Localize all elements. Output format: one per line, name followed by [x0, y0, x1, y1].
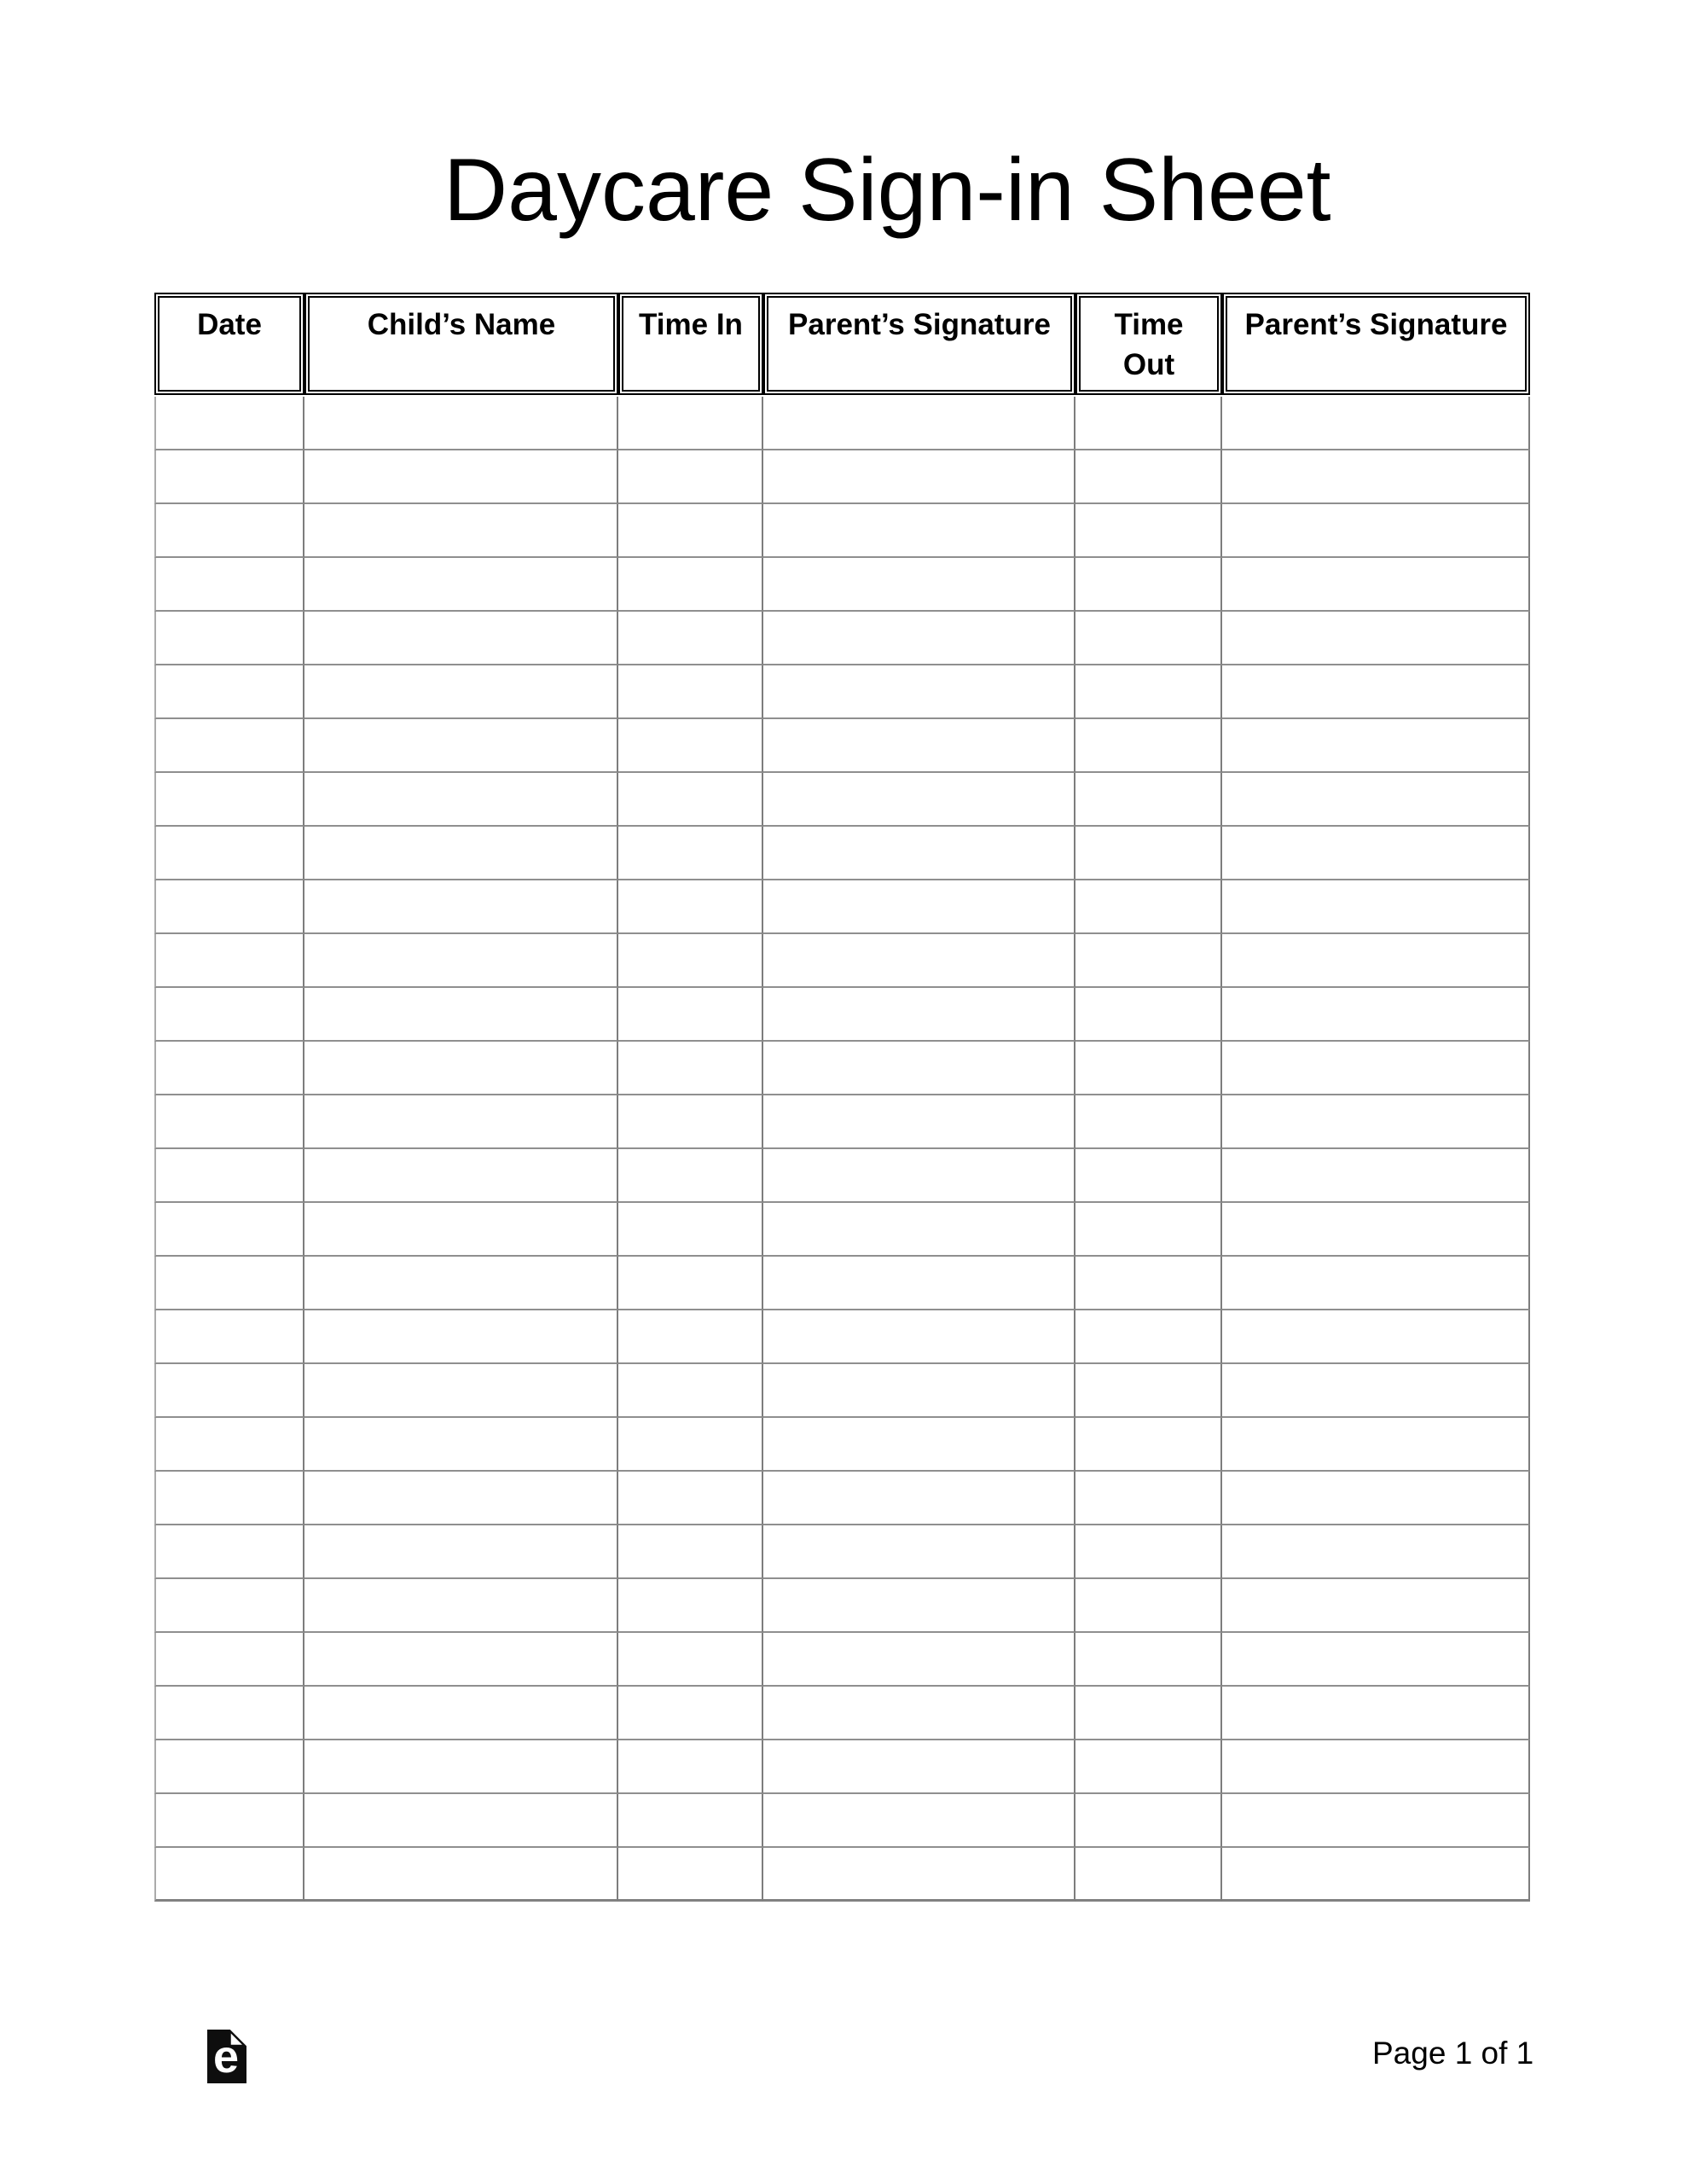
column-header-time-out: Time Out	[1079, 296, 1219, 392]
table-cell	[763, 1203, 1075, 1257]
table-cell	[763, 1740, 1075, 1794]
table-cell	[1075, 880, 1222, 934]
table-cell	[304, 1794, 618, 1848]
table-cell	[763, 1848, 1075, 1902]
table-cell	[1075, 719, 1222, 773]
column-header-date: Date	[158, 296, 301, 392]
table-cell	[304, 773, 618, 827]
table-cell	[618, 1579, 763, 1633]
column-header-parent-s-signature: Parent’s Signature	[767, 296, 1072, 392]
table-cell	[304, 880, 618, 934]
table-cell	[304, 1095, 618, 1149]
table-cell	[304, 934, 618, 988]
table-cell	[763, 1095, 1075, 1149]
table-cell	[1222, 665, 1530, 719]
table-cell	[154, 880, 304, 934]
table-cell	[1075, 988, 1222, 1042]
eforms-logo-icon	[207, 2030, 246, 2083]
table-cell	[1075, 1310, 1222, 1364]
table-cell	[763, 719, 1075, 773]
table-cell	[763, 1472, 1075, 1525]
table-cell	[763, 1579, 1075, 1633]
page-title: Daycare Sign-in Sheet	[443, 141, 1331, 240]
table-cell	[618, 397, 763, 450]
table-cell	[1222, 450, 1530, 504]
table-cell	[304, 1149, 618, 1203]
table-cell	[618, 504, 763, 558]
table-cell	[154, 1257, 304, 1310]
table-cell	[1222, 988, 1530, 1042]
table-cell	[763, 880, 1075, 934]
table-cell	[618, 1848, 763, 1902]
table-cell	[154, 450, 304, 504]
table-cell	[618, 1687, 763, 1740]
table-cell	[618, 1149, 763, 1203]
table-cell	[304, 1579, 618, 1633]
table-cell	[618, 1794, 763, 1848]
table-cell	[1075, 1149, 1222, 1203]
table-cell	[1222, 558, 1530, 612]
table-cell	[1222, 1579, 1530, 1633]
table-header-row	[154, 293, 1530, 392]
table-cell	[1222, 719, 1530, 773]
table-cell	[1222, 1257, 1530, 1310]
table-cell	[1075, 1418, 1222, 1472]
table-cell	[763, 988, 1075, 1042]
table-cell	[618, 612, 763, 665]
table-cell	[763, 397, 1075, 450]
table-cell	[763, 827, 1075, 880]
table-cell	[304, 665, 618, 719]
table-cell	[154, 1472, 304, 1525]
table-cell	[763, 612, 1075, 665]
table-cell	[763, 1687, 1075, 1740]
table-cell	[154, 1848, 304, 1902]
table-cell	[1222, 934, 1530, 988]
table-cell	[304, 988, 618, 1042]
table-cell	[1075, 1095, 1222, 1149]
table-cell	[1075, 1687, 1222, 1740]
table-cell	[304, 1257, 618, 1310]
table-cell	[763, 558, 1075, 612]
table-cell	[304, 1848, 618, 1902]
table-cell	[618, 934, 763, 988]
table-cell	[1222, 1203, 1530, 1257]
table-cell	[304, 1203, 618, 1257]
table-cell	[618, 988, 763, 1042]
table-cell	[154, 558, 304, 612]
table-cell	[1222, 827, 1530, 880]
table-cell	[1075, 1633, 1222, 1687]
table-cell	[1075, 1579, 1222, 1633]
table-cell	[154, 1364, 304, 1418]
table-cell	[1075, 773, 1222, 827]
table-cell	[763, 1310, 1075, 1364]
table-cell	[154, 665, 304, 719]
table-cell	[618, 1042, 763, 1095]
table-cell	[1075, 1257, 1222, 1310]
table-cell	[154, 1149, 304, 1203]
signin-table	[154, 293, 1530, 1902]
table-cell	[304, 397, 618, 450]
table-cell	[154, 504, 304, 558]
table-cell	[618, 558, 763, 612]
table-cell	[1222, 504, 1530, 558]
table-cell	[618, 1095, 763, 1149]
table-cell	[154, 1203, 304, 1257]
table-cell	[1075, 1794, 1222, 1848]
table-cell	[304, 1418, 618, 1472]
page-number: Page 1 of 1	[1372, 2036, 1534, 2071]
table-cell	[1222, 1149, 1530, 1203]
table-cell	[618, 1418, 763, 1472]
table-cell	[1075, 1472, 1222, 1525]
table-cell	[1075, 1525, 1222, 1579]
table-cell	[304, 1310, 618, 1364]
table-cell	[154, 719, 304, 773]
table-cell	[1075, 1203, 1222, 1257]
table-cell	[763, 1418, 1075, 1472]
table-cell	[1222, 1687, 1530, 1740]
table-cell	[304, 1042, 618, 1095]
table-cell	[154, 773, 304, 827]
table-cell	[1075, 450, 1222, 504]
table-cell	[1075, 1042, 1222, 1095]
table-cell	[1075, 934, 1222, 988]
table-cell	[304, 1633, 618, 1687]
table-cell	[1075, 1740, 1222, 1794]
table-cell	[763, 1525, 1075, 1579]
table-cell	[154, 612, 304, 665]
table-cell	[618, 450, 763, 504]
table-cell	[618, 773, 763, 827]
table-cell	[763, 1042, 1075, 1095]
table-cell	[1075, 397, 1222, 450]
table-cell	[618, 1203, 763, 1257]
table-cell	[618, 1257, 763, 1310]
table-cell	[763, 504, 1075, 558]
logo-letter: e	[212, 2031, 240, 2082]
table-cell	[618, 1633, 763, 1687]
table-cell	[1222, 1364, 1530, 1418]
table-cell	[618, 1525, 763, 1579]
table-cell	[304, 450, 618, 504]
table-cell	[154, 1794, 304, 1848]
table-cell	[1222, 1310, 1530, 1364]
table-cell	[304, 612, 618, 665]
table-cell	[154, 1579, 304, 1633]
table-cell	[1222, 1418, 1530, 1472]
table-cell	[1222, 397, 1530, 450]
table-cell	[304, 1687, 618, 1740]
table-cell	[618, 719, 763, 773]
table-cell	[154, 1525, 304, 1579]
table-cell	[304, 558, 618, 612]
table-cell	[763, 934, 1075, 988]
table-cell	[154, 1042, 304, 1095]
table-cell	[154, 1633, 304, 1687]
table-cell	[1222, 1042, 1530, 1095]
table-cell	[1075, 827, 1222, 880]
table-cell	[1075, 1848, 1222, 1902]
table-cell	[1075, 612, 1222, 665]
table-cell	[763, 665, 1075, 719]
table-cell	[304, 719, 618, 773]
table-cell	[763, 1149, 1075, 1203]
table-cell	[1075, 504, 1222, 558]
table-cell	[304, 1740, 618, 1794]
table-cell	[1222, 773, 1530, 827]
table-cell	[1222, 1472, 1530, 1525]
table-cell	[763, 1633, 1075, 1687]
table-cell	[154, 1095, 304, 1149]
table-cell	[1222, 1633, 1530, 1687]
table-cell	[154, 1740, 304, 1794]
table-cell	[763, 450, 1075, 504]
table-cell	[1222, 1740, 1530, 1794]
table-cell	[304, 1525, 618, 1579]
column-header-parent-s-signature: Parent’s Signature	[1226, 296, 1527, 392]
table-cell	[618, 1364, 763, 1418]
column-header-time-in: Time In	[622, 296, 760, 392]
table-cell	[618, 665, 763, 719]
table-cell	[763, 1257, 1075, 1310]
table-cell	[618, 1472, 763, 1525]
table-cell	[1075, 1364, 1222, 1418]
table-cell	[1075, 558, 1222, 612]
table-cell	[154, 827, 304, 880]
table-cell	[154, 988, 304, 1042]
table-cell	[1075, 665, 1222, 719]
table-cell	[1222, 1525, 1530, 1579]
column-header-child-s-name: Child’s Name	[308, 296, 615, 392]
table-cell	[618, 827, 763, 880]
table-cell	[1222, 1794, 1530, 1848]
table-cell	[304, 1472, 618, 1525]
table-cell	[1222, 880, 1530, 934]
table-cell	[763, 773, 1075, 827]
table-cell	[154, 1687, 304, 1740]
table-cell	[618, 880, 763, 934]
table-cell	[1222, 1848, 1530, 1902]
table-cell	[154, 1418, 304, 1472]
table-cell	[154, 934, 304, 988]
table-cell	[1222, 612, 1530, 665]
table-cell	[304, 827, 618, 880]
table-cell	[304, 504, 618, 558]
table-cell	[304, 1364, 618, 1418]
table-cell	[154, 1310, 304, 1364]
table-cell	[154, 397, 304, 450]
table-cell	[618, 1740, 763, 1794]
table-cell	[763, 1794, 1075, 1848]
table-cell	[763, 1364, 1075, 1418]
table-body	[154, 397, 1530, 1902]
table-cell	[618, 1310, 763, 1364]
table-cell	[1222, 1095, 1530, 1149]
